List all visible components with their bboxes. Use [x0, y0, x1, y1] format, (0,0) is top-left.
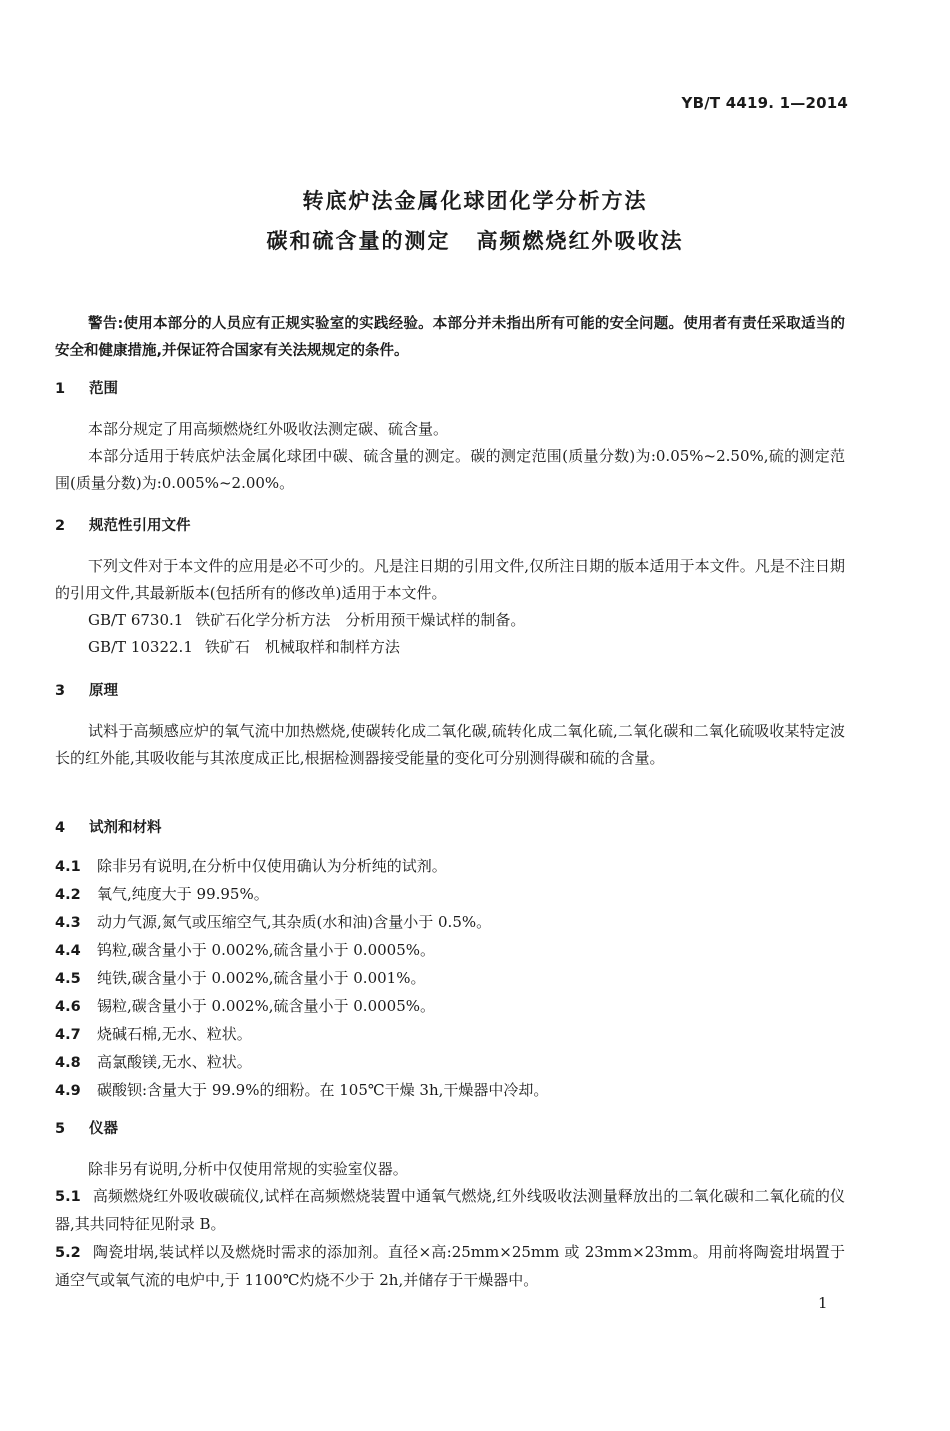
principle-paragraph: 试料于高频感应炉的氧气流中加热燃烧,使碳转化成二氧化碳,硫转化成二氧化硫,二氧化碳和二氧化硫吸收某特定波长的红外能,其吸收能与其浓度成正比,根据检测器接受能量的变化可分别测得碳和硫的含量。 [55, 722, 845, 767]
item-text: 碳酸钡:含量大于 99.9%的细粉。在 105℃干燥 3h,干燥器中冷却。 [97, 1081, 549, 1099]
apparatus-item [55, 1239, 845, 1294]
title-line-2 [0, 225, 950, 255]
section-2-heading [55, 514, 191, 535]
title-line-1: 转底炉法金属化球团化学分析方法 [302, 189, 648, 213]
section-number: 3 [55, 683, 66, 699]
item-number: 4.8 [55, 1055, 81, 1071]
list-item [55, 853, 845, 881]
title-line-2-part-a: 碳和硫含量的测定 [266, 229, 451, 253]
list-item [55, 993, 845, 1021]
item-text: 高氯酸镁,无水、粒状。 [97, 1053, 252, 1071]
section-number: 5 [55, 1121, 66, 1137]
scope-paragraph-2: 本部分适用于转底炉法金属化球团中碳、硫含量的测定。碳的测定范围(质量分数)为:0.05%~2.50%,硫的测定范围(质量分数)为:0.005%~2.00%。 [55, 447, 845, 492]
reference-title: 铁矿石 机械取样和制样方法 [204, 638, 400, 656]
list-item [55, 1049, 845, 1077]
section-3-heading [55, 679, 118, 700]
item-number: 4.5 [55, 971, 81, 987]
item-number: 4.4 [55, 943, 81, 959]
reagents-list [55, 853, 845, 1105]
apparatus-item [55, 1183, 845, 1238]
item-text: 锡粒,碳含量小于 0.002%,硫含量小于 0.0005%。 [97, 997, 436, 1015]
item-text: 纯铁,碳含量小于 0.002%,硫含量小于 0.001%。 [97, 969, 426, 987]
item-text: 动力气源,氮气或压缩空气,其杂质(水和油)含量小于 0.5%。 [97, 913, 492, 931]
reference-item [55, 634, 878, 661]
list-item [55, 909, 845, 937]
item-number: 4.6 [55, 999, 81, 1015]
item-number: 5.1 [55, 1189, 81, 1205]
item-number: 4.9 [55, 1083, 81, 1099]
standard-code: YB/T 4419. 1—2014 [681, 94, 848, 112]
section-title: 原理 [89, 683, 118, 699]
section-1-heading [55, 377, 118, 398]
section-title: 规范性引用文件 [89, 518, 191, 534]
scope-paragraph-1: 本部分规定了用高频燃烧红外吸收法测定碳、硫含量。 [88, 420, 449, 438]
list-item [55, 937, 845, 965]
item-number: 4.1 [55, 859, 81, 875]
reference-code: GB/T 6730.1 [88, 611, 184, 629]
reference-code: GB/T 10322.1 [88, 638, 193, 656]
item-text: 除非另有说明,在分析中仅使用确认为分析纯的试剂。 [97, 857, 447, 875]
section-4-heading [55, 816, 162, 837]
section-title: 试剂和材料 [89, 820, 162, 836]
section-title: 仪器 [89, 1121, 118, 1137]
item-text: 钨粒,碳含量小于 0.002%,硫含量小于 0.0005%。 [97, 941, 436, 959]
section-number: 4 [55, 820, 66, 836]
item-text: 陶瓷坩埚,装试样以及燃烧时需求的添加剂。直径×高:25mm×25mm 或 23mm×23mm。用前将陶瓷坩埚置于通空气或氧气流的电炉中,于 1100℃灼烧不少于 2h,并储存于干燥器中。 [55, 1243, 845, 1289]
normative-references-paragraph: 下列文件对于本文件的应用是必不可少的。凡是注日期的引用文件,仅所注日期的版本适用于本文件。凡是不注日期的引用文件,其最新版本(包括所有的修改单)适用于本文件。 [55, 557, 845, 602]
safety-warning: 警告:使用本部分的人员应有正规实验室的实践经验。本部分并未指出所有可能的安全问题。使用者有责任采取适当的安全和健康措施,并保证符合国家有关法规规定的条件。 [55, 316, 845, 359]
item-text: 高频燃烧红外吸收碳硫仪,试样在高频燃烧装置中通氧气燃烧,红外线吸收法测量释放出的二氧化碳和二氧化硫的仪器,其共同特征见附录 B。 [55, 1187, 845, 1233]
item-number: 4.3 [55, 915, 81, 931]
reference-item [55, 607, 878, 634]
item-text: 烧碱石棉,无水、粒状。 [97, 1025, 252, 1043]
item-text: 氧气,纯度大于 99.95%。 [97, 885, 269, 903]
section-number: 1 [55, 381, 66, 397]
list-item [55, 881, 845, 909]
apparatus-intro: 除非另有说明,分析中仅使用常规的实验室仪器。 [88, 1160, 408, 1178]
list-item [55, 1021, 845, 1049]
section-number: 2 [55, 518, 66, 534]
item-number: 5.2 [55, 1245, 81, 1261]
page-number: 1 [818, 1294, 828, 1312]
reference-title: 铁矿石化学分析方法 分析用预干燥试样的制备。 [195, 611, 526, 629]
title-line-2-part-b: 高频燃烧红外吸收法 [476, 229, 684, 253]
item-number: 4.7 [55, 1027, 81, 1043]
section-5-heading [55, 1117, 118, 1138]
list-item [55, 1077, 845, 1105]
item-number: 4.2 [55, 887, 81, 903]
list-item [55, 965, 845, 993]
section-title: 范围 [89, 381, 118, 397]
